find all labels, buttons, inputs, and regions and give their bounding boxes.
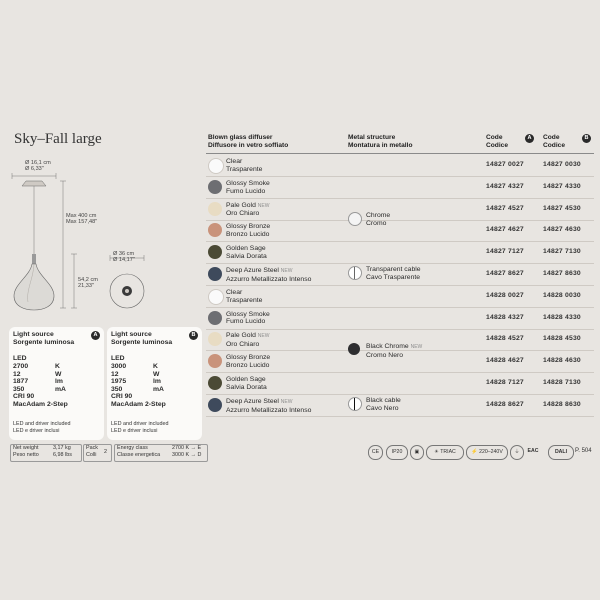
code-b: 14827 4630 xyxy=(543,226,581,234)
weight-values: 3,17 kg 6,98 lbs xyxy=(53,445,72,458)
chrome-swatch-icon xyxy=(348,212,362,226)
finish-name: Glossy Smoke Fumo Lucido xyxy=(226,179,270,195)
badge-b: B xyxy=(582,134,591,143)
code-b: 14827 4330 xyxy=(543,182,581,190)
light-source-card-b xyxy=(107,327,202,440)
metal-black-chrome: Black Chrome NEW Cromo Nero xyxy=(366,343,423,359)
product-title: Sky–Fall large xyxy=(14,131,102,147)
code-a-header: Code Codice xyxy=(486,134,508,149)
code-b: 14828 4630 xyxy=(543,357,581,365)
diameter-top-label: Ø 16,1 cm Ø 6,33" xyxy=(25,160,51,173)
code-a: 14828 4527 xyxy=(486,335,524,343)
code-a: 14828 8627 xyxy=(486,400,524,408)
metal-transparent-cable: Transparent cable Cavo Trasparente xyxy=(366,266,421,281)
color-swatch-icon xyxy=(208,223,222,237)
header-divider xyxy=(206,153,594,154)
triac-dimmer-icon: ☀ TRIAC xyxy=(426,445,464,460)
code-a: 14828 4327 xyxy=(486,313,524,321)
code-b-header: Code Codice xyxy=(543,134,565,149)
code-b: 14828 0030 xyxy=(543,291,581,299)
finish-name: Deep Azure Steel NEW Azzurro Metallizzato Intenso xyxy=(226,267,312,283)
finish-row xyxy=(206,156,600,177)
class-ii-icon: ▣ xyxy=(410,445,424,460)
card-a-badge: A xyxy=(91,331,100,340)
color-swatch-icon xyxy=(208,311,222,325)
light-source-card-a xyxy=(9,327,104,440)
transparent-cable-icon xyxy=(348,266,362,280)
code-b: 14828 4530 xyxy=(543,335,581,343)
finish-name: Clear Trasparente xyxy=(226,158,263,173)
card-a-title: Light source Sorgente luminosa xyxy=(13,331,75,346)
code-a: 14828 7127 xyxy=(486,379,524,386)
dali-icon: DALI xyxy=(548,445,574,460)
metal-black-cable: Black cable Cavo Nero xyxy=(366,397,401,412)
code-b: 14828 4330 xyxy=(543,313,581,321)
finish-name: Golden Sage Salvia Dorata xyxy=(226,245,267,260)
code-b: 14828 7130 xyxy=(543,379,581,386)
code-a: 14828 4627 xyxy=(486,357,524,365)
color-swatch-icon xyxy=(208,245,222,259)
voltage-icon: ⚡ 220–240V xyxy=(466,445,508,460)
color-swatch-icon xyxy=(208,180,222,194)
code-a: 14827 4627 xyxy=(486,226,524,234)
card-b-specs: 3000 K 12 W 1975 lm 350 mA CRI 90 MacAdam 2-Step xyxy=(111,363,166,408)
finish-name: Pale Gold NEW Oro Chiaro xyxy=(226,332,270,349)
code-b: 14827 0030 xyxy=(543,161,581,168)
finish-row xyxy=(206,309,600,330)
finish-row xyxy=(206,396,600,417)
color-swatch-icon xyxy=(208,332,222,346)
ce-mark-icon: CE xyxy=(368,445,383,460)
finish-row xyxy=(206,221,600,242)
finish-row xyxy=(206,287,600,308)
finish-row xyxy=(206,374,600,395)
color-swatch-icon xyxy=(208,354,222,368)
color-swatch-icon xyxy=(208,202,222,216)
finish-row xyxy=(206,178,600,199)
black-chrome-swatch-icon xyxy=(348,343,360,355)
code-b: 14828 8630 xyxy=(543,400,581,408)
finish-name: Glossy Bronze Bronzo Lucido xyxy=(226,223,271,239)
color-swatch-icon xyxy=(208,398,222,412)
card-a-specs: 2700 K 12 W 1877 lm 350 mA CRI 90 MacAdam 2-Step xyxy=(13,363,68,408)
card-b-note: LED and driver included LED e driver inclusi xyxy=(111,421,169,434)
finish-name: Glossy Smoke Fumo Lucido xyxy=(226,310,270,326)
ip-rating-icon: IP20 xyxy=(386,445,408,460)
pack-value: 2 xyxy=(104,449,107,455)
finish-name: Golden Sage Salvia Dorata xyxy=(226,376,267,391)
color-swatch-icon xyxy=(208,267,222,281)
page-reference: P. 504 xyxy=(575,448,592,454)
badge-a: A xyxy=(525,134,534,143)
row-divider xyxy=(206,416,594,417)
black-cable-icon xyxy=(348,397,362,411)
finish-name: Glossy Bronze Bronzo Lucido xyxy=(226,354,271,369)
code-b: 14827 7130 xyxy=(543,248,581,256)
code-a: 14828 0027 xyxy=(486,291,524,299)
code-b: 14827 8630 xyxy=(543,270,581,277)
eac-mark-icon: EAC xyxy=(527,448,539,454)
color-swatch-icon xyxy=(208,158,224,174)
energy-values: 2700 K → E 3000 K → D xyxy=(172,445,202,458)
metal-header: Metal structure Montatura in metallo xyxy=(348,134,413,149)
energy-labels: Energy class Classe energetica xyxy=(117,445,161,458)
finish-row xyxy=(206,200,600,221)
finish-name: Deep Azure Steel NEW Azzurro Metallizzato Intenso xyxy=(226,397,312,414)
finish-name: Clear Trasparente xyxy=(226,288,263,304)
finish-row xyxy=(206,243,600,264)
color-swatch-icon xyxy=(208,289,224,305)
height-label: 54,2 cm 21,33" xyxy=(78,277,98,290)
code-a: 14827 4527 xyxy=(486,204,524,212)
finish-name: Pale Gold NEW Oro Chiaro xyxy=(226,201,270,218)
ground-icon: ⏚ xyxy=(510,445,524,460)
code-b: 14827 4530 xyxy=(543,204,581,212)
card-b-badge: B xyxy=(189,331,198,340)
code-a: 14827 7127 xyxy=(486,248,524,256)
card-b-led: LED xyxy=(111,355,125,362)
color-swatch-icon xyxy=(208,376,222,390)
code-a: 14827 0027 xyxy=(486,161,524,168)
max-length-label: Max 400 cm Max 157,48" xyxy=(66,213,98,226)
diameter-shade-label: Ø 36 cm Ø 14,17" xyxy=(113,251,135,264)
pack-labels: Pack Colli xyxy=(86,445,98,458)
card-b-title: Light source Sorgente luminosa xyxy=(111,331,173,346)
code-a: 14827 4327 xyxy=(486,182,524,190)
technical-drawing xyxy=(8,150,198,322)
metal-chrome: Chrome Cromo xyxy=(366,212,391,227)
code-a: 14827 8627 xyxy=(486,270,524,277)
card-a-led: LED xyxy=(13,355,27,362)
finish-header: Blown glass diffuser Diffusore in vetro soffiato xyxy=(208,134,289,149)
weight-labels: Net weight Peso netto xyxy=(13,445,39,458)
card-a-note: LED and driver included LED e driver inclusi xyxy=(13,421,71,434)
